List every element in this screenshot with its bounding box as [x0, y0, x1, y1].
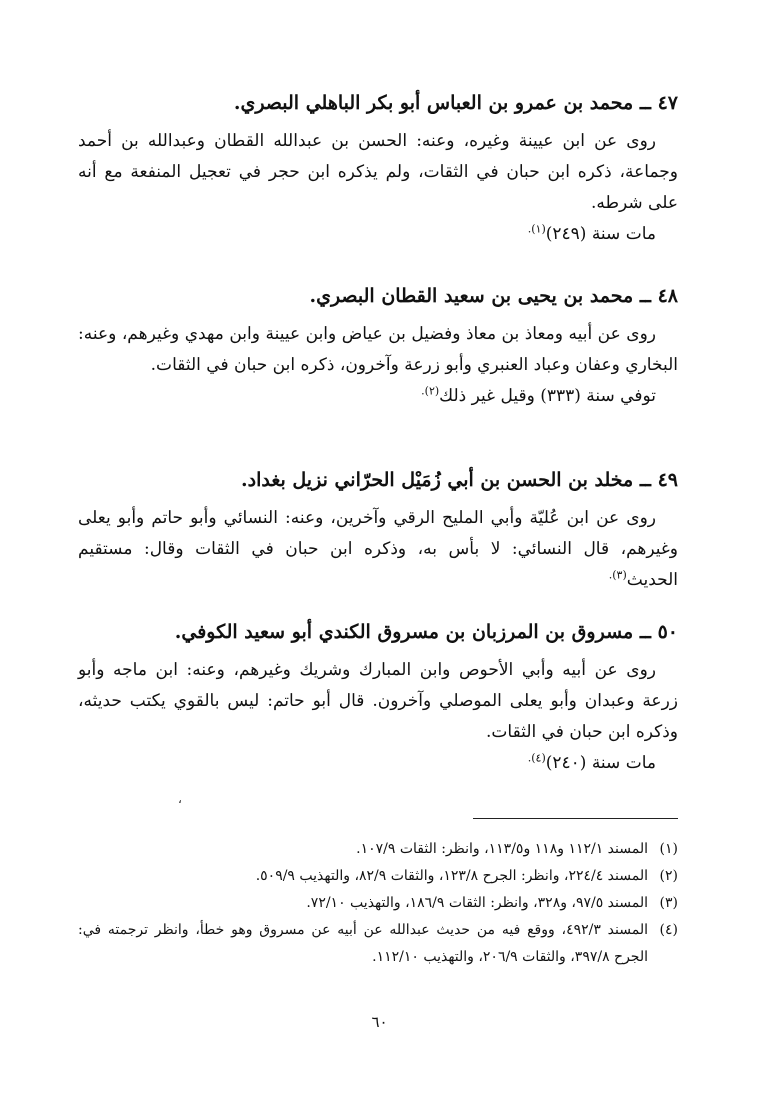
footnote-reference[interactable]: (٣). [608, 568, 627, 582]
entry-paragraph [78, 219, 678, 250]
entry-paragraph [78, 381, 678, 412]
paragraph-text: توفي سنة (٣٣٣) وقيل غير ذلك [439, 386, 656, 406]
paragraph-text: روى عن أبيه وأبي الأحوص وابن المبارك وشريك وغيرهم، وعنه: ابن ماجه وأبو زرعة وعبدان وأبو يعلى الموصلي وآخرون. قال أبو حاتم: ليس بالقوي يكتب حديثه، وذكره ابن حبان في الثقات. [78, 660, 678, 742]
entry-paragraph [78, 126, 678, 219]
paragraph-text: مات سنة (٢٤٠) [545, 753, 656, 773]
entry-title: ٤٨ ــ محمد بن يحيى بن سعيد القطان البصري. [309, 285, 678, 307]
stray-mark: ، [178, 792, 182, 806]
entry-paragraph [78, 319, 678, 381]
biography-entry-49 [78, 465, 678, 596]
paragraph-text: روى عن أبيه ومعاذ بن معاذ وفضيل بن عياض وابن عيينة وابن مهدي وغيرهم، وعنه: البخاري وعفان وعباد العنبري وأبو زرعة وآخرون، ذكره ابن حبان في الثقات. [78, 324, 678, 375]
entry-title: ٤٧ ــ محمد بن عمرو بن العباس أبو بكر الباهلي البصري. [233, 92, 678, 114]
entry-paragraph [78, 748, 678, 779]
footnote-4 [78, 917, 678, 971]
footnote-separator [473, 818, 678, 819]
entry-title: ٥٠ ــ مسروق بن المرزبان بن مسروق الكندي أبو سعيد الكوفي. [174, 621, 678, 643]
biography-entry-47 [78, 88, 678, 250]
footnote-reference[interactable]: (٢). [421, 384, 440, 398]
footnote-text: المسند ٤٩٢/٣، ووقع فيه من حديث عبدالله عن أبيه عن مسروق وهو خطأ، وانظر ترجمته في: الجرح ٣٩٧/٨، والثقات ٢٠٦/٩، والتهذيب ١١٢/١٠. [78, 922, 648, 965]
biography-entry-50 [78, 617, 678, 779]
footnote-2 [78, 863, 678, 890]
paragraph-text: روى عن ابن عيينة وغيره، وعنه: الحسن بن عبدالله القطان وعبدالله بن أحمد وجماعة، ذكره ابن حبان في الثقات، ولم يذكره ابن حجر في تعجيل المنفعة مع أنه على شرطه. [78, 131, 678, 213]
footnotes [78, 836, 678, 971]
footnote-number: (٢) [659, 868, 678, 884]
footnote-3 [78, 890, 678, 917]
footnote-text: المسند ٢٢٤/٤، وانظر: الجرح ١٢٣/٨، والثقات ٨٢/٩، والتهذيب ٥٠٩/٩. [255, 868, 648, 884]
footnote-number: (١) [659, 841, 678, 857]
biography-entry-48 [78, 281, 678, 412]
entry-paragraph [78, 503, 678, 596]
footnote-number: (٤) [659, 922, 678, 938]
page-number: ٦٠ [371, 1013, 388, 1031]
footnote-reference[interactable]: (٤). [527, 751, 546, 765]
entry-paragraph [78, 655, 678, 748]
paragraph-text: مات سنة (٢٤٩) [545, 224, 656, 244]
paragraph-text: روى عن ابن عُليّة وأبي المليح الرقي وآخرين، وعنه: النسائي وأبو حاتم وأبو يعلى وغيرهم، قال النسائي: لا بأس به، وذكره ابن حبان في الثقات وقال: مستقيم الحديث [78, 508, 678, 590]
footnote-text: المسند ٩٧/٥، و٣٢٨، وانظر: الثقات ١٨٦/٩، والتهذيب ٧٢/١٠. [306, 895, 648, 911]
footnote-reference[interactable]: (١). [527, 222, 546, 236]
entry-title: ٤٩ ــ مخلد بن الحسن بن أبي زُمَيْل الحرّاني نزيل بغداد. [241, 469, 678, 491]
footnote-text: المسند ١١٢/١ و١١٨ و١١٣/٥، وانظر: الثقات ١٠٧/٩. [356, 841, 648, 857]
footnote-1 [78, 836, 678, 863]
footnote-number: (٣) [659, 895, 678, 911]
